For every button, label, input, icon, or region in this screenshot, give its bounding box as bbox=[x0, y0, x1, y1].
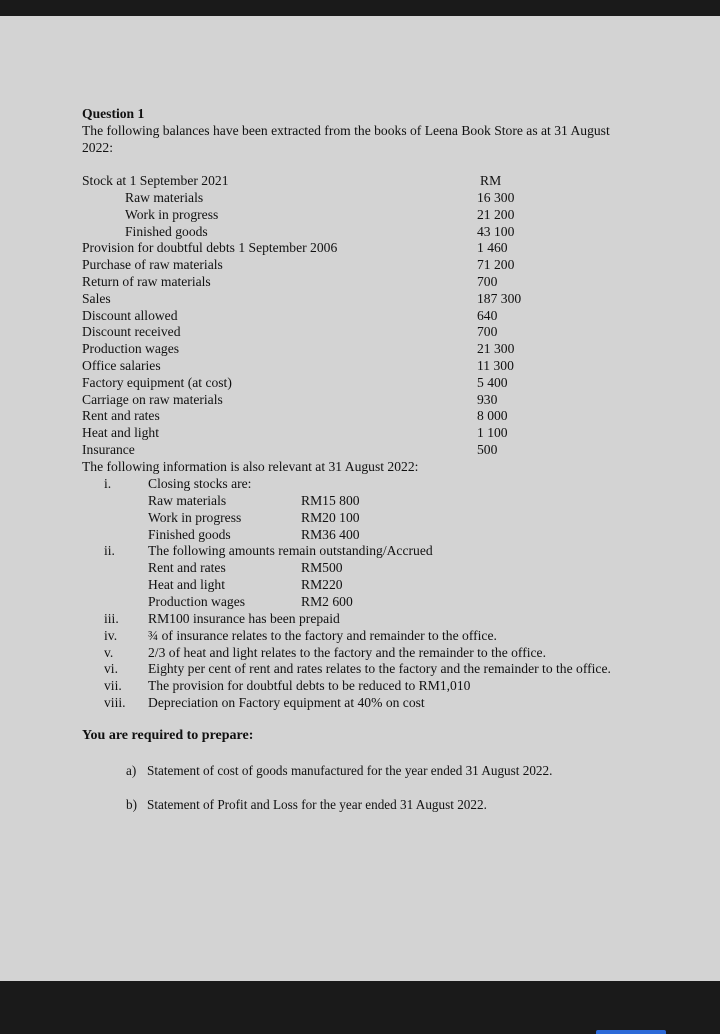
ledger-row-label: Return of raw materials bbox=[82, 274, 211, 289]
additional-info-heading: The following information is also relevant at 31 August 2022: bbox=[82, 459, 419, 474]
ledger-row-label: Insurance bbox=[82, 442, 135, 457]
info-row-amount: RM220 bbox=[301, 577, 343, 593]
info-row-amount: RM500 bbox=[301, 560, 343, 576]
currency-header: RM bbox=[480, 173, 502, 188]
info-row-text: Depreciation on Factory equipment at 40% on cost bbox=[148, 695, 425, 711]
ledger-row-value: 8 000 bbox=[477, 408, 508, 424]
info-row bbox=[0, 475, 720, 492]
info-row-text: Work in progress bbox=[148, 509, 242, 525]
ledger-row-value: 21 200 bbox=[477, 206, 515, 222]
info-row bbox=[0, 644, 720, 661]
ledger-row-label: Provision for doubtful debts 1 September 2006 bbox=[82, 240, 338, 256]
info-row bbox=[0, 542, 720, 559]
ledger-row-value: 187 300 bbox=[477, 290, 522, 306]
info-row bbox=[0, 610, 720, 627]
ledger-row-value: 16 300 bbox=[477, 190, 515, 205]
requirement-text: Statement of cost of goods manufactured for the year ended 31 August 2022. bbox=[147, 763, 553, 778]
requirements-heading: You are required to prepare: bbox=[82, 728, 254, 743]
info-row-number: v. bbox=[104, 644, 114, 660]
info-row bbox=[0, 576, 720, 593]
ledger-row bbox=[0, 239, 720, 256]
info-row bbox=[0, 492, 720, 509]
ledger-row bbox=[0, 206, 720, 223]
ledger-row-value: 640 bbox=[477, 307, 498, 323]
ledger-row-value: 930 bbox=[477, 391, 498, 407]
info-row-amount: RM36 400 bbox=[301, 526, 360, 542]
bottom-accent-indicator bbox=[596, 1030, 666, 1034]
question-title: Question 1 bbox=[82, 106, 145, 121]
info-row-text: RM100 insurance has been prepaid bbox=[148, 610, 340, 626]
ledger-row-label: Work in progress bbox=[125, 206, 219, 222]
ledger-row-label: Office salaries bbox=[82, 358, 161, 373]
ledger-row bbox=[0, 374, 720, 391]
info-row-amount: RM2 600 bbox=[301, 593, 353, 609]
info-row-text: The provision for doubtful debts to be reduced to RM1,010 bbox=[148, 678, 471, 694]
ledger-row bbox=[0, 256, 720, 273]
requirement-item bbox=[126, 796, 487, 813]
requirement-item bbox=[126, 762, 552, 779]
ledger-row-value: 43 100 bbox=[477, 223, 515, 239]
ledger-row-label: Finished goods bbox=[125, 223, 208, 239]
ledger-row-value: 500 bbox=[477, 442, 498, 457]
info-row-text: Production wages bbox=[148, 593, 246, 609]
ledger-row bbox=[0, 441, 720, 458]
info-row bbox=[0, 627, 720, 644]
info-row-text: Finished goods bbox=[148, 526, 231, 542]
requirement-letter: a) bbox=[126, 763, 137, 778]
info-row bbox=[0, 593, 720, 610]
ledger-row bbox=[0, 407, 720, 424]
ledger-row-label: Heat and light bbox=[82, 425, 160, 441]
info-row-number: vi. bbox=[104, 661, 118, 677]
ledger-row bbox=[0, 323, 720, 340]
info-row-text: Closing stocks are: bbox=[148, 476, 252, 491]
ledger-row bbox=[0, 290, 720, 307]
info-row bbox=[0, 694, 720, 711]
ledger-row bbox=[0, 223, 720, 240]
info-row bbox=[0, 526, 720, 543]
ledger-row-label: Factory equipment (at cost) bbox=[82, 374, 232, 390]
ledger-row bbox=[0, 357, 720, 374]
ledger-row-value: 21 300 bbox=[477, 341, 515, 357]
ledger-row-label: Sales bbox=[82, 290, 111, 306]
ledger-row bbox=[0, 189, 720, 206]
bottom-bar bbox=[0, 981, 720, 1034]
ledger-row-label: Production wages bbox=[82, 341, 180, 357]
info-row-text: ¾ of insurance relates to the factory and remainder to the office. bbox=[148, 627, 497, 643]
ledger-row-value: 1 100 bbox=[477, 425, 508, 441]
info-row-text: Eighty per cent of rent and rates relates to the factory and the remainder to the office. bbox=[148, 661, 611, 677]
ledger-row-label: Discount received bbox=[82, 324, 181, 340]
ledger-row-label: Carriage on raw materials bbox=[82, 391, 223, 407]
ledger-row-label: Rent and rates bbox=[82, 408, 160, 424]
info-row-number: iii. bbox=[104, 610, 119, 626]
ledger-row-value: 11 300 bbox=[477, 358, 514, 373]
info-row bbox=[0, 677, 720, 694]
ledger-row-label: Discount allowed bbox=[82, 307, 178, 323]
info-row-number: i. bbox=[104, 476, 112, 491]
info-row-number: viii. bbox=[104, 695, 126, 711]
requirement-letter: b) bbox=[126, 797, 137, 812]
ledger-row bbox=[0, 307, 720, 324]
info-row-text: Raw materials bbox=[148, 492, 227, 508]
requirement-text: Statement of Profit and Loss for the year ended 31 August 2022. bbox=[147, 797, 487, 812]
ledger-row bbox=[0, 424, 720, 441]
ledger-row-value: 5 400 bbox=[477, 374, 508, 390]
info-row-text: The following amounts remain outstanding/Accrued bbox=[148, 543, 433, 559]
info-row-text: Heat and light bbox=[148, 577, 226, 593]
ledger-row-value: 700 bbox=[477, 324, 498, 340]
info-row-amount: RM15 800 bbox=[301, 492, 360, 508]
info-row-number: ii. bbox=[104, 543, 115, 559]
info-row bbox=[0, 660, 720, 677]
ledger-row-label: Raw materials bbox=[125, 190, 204, 205]
ledger-row-value: 71 200 bbox=[477, 257, 515, 273]
info-row-number: vii. bbox=[104, 678, 122, 694]
info-row-number: iv. bbox=[104, 627, 118, 643]
ledger-row-value: 700 bbox=[477, 274, 498, 289]
ledger-row-label: Purchase of raw materials bbox=[82, 257, 223, 273]
info-row-text: 2/3 of heat and light relates to the factory and the remainder to the office. bbox=[148, 644, 546, 660]
ledger-row bbox=[0, 340, 720, 357]
info-row bbox=[0, 559, 720, 576]
stock-heading: Stock at 1 September 2021 bbox=[82, 173, 229, 188]
info-row bbox=[0, 509, 720, 526]
question-intro-line-2: 2022: bbox=[82, 140, 113, 155]
info-row-amount: RM20 100 bbox=[301, 509, 360, 525]
ledger-row-value: 1 460 bbox=[477, 240, 508, 256]
question-intro-line-1: The following balances have been extracted from the books of Leena Book Store as at 31 August bbox=[82, 123, 610, 138]
ledger-row bbox=[0, 273, 720, 290]
ledger-row bbox=[0, 391, 720, 408]
info-row-text: Rent and rates bbox=[148, 560, 226, 576]
